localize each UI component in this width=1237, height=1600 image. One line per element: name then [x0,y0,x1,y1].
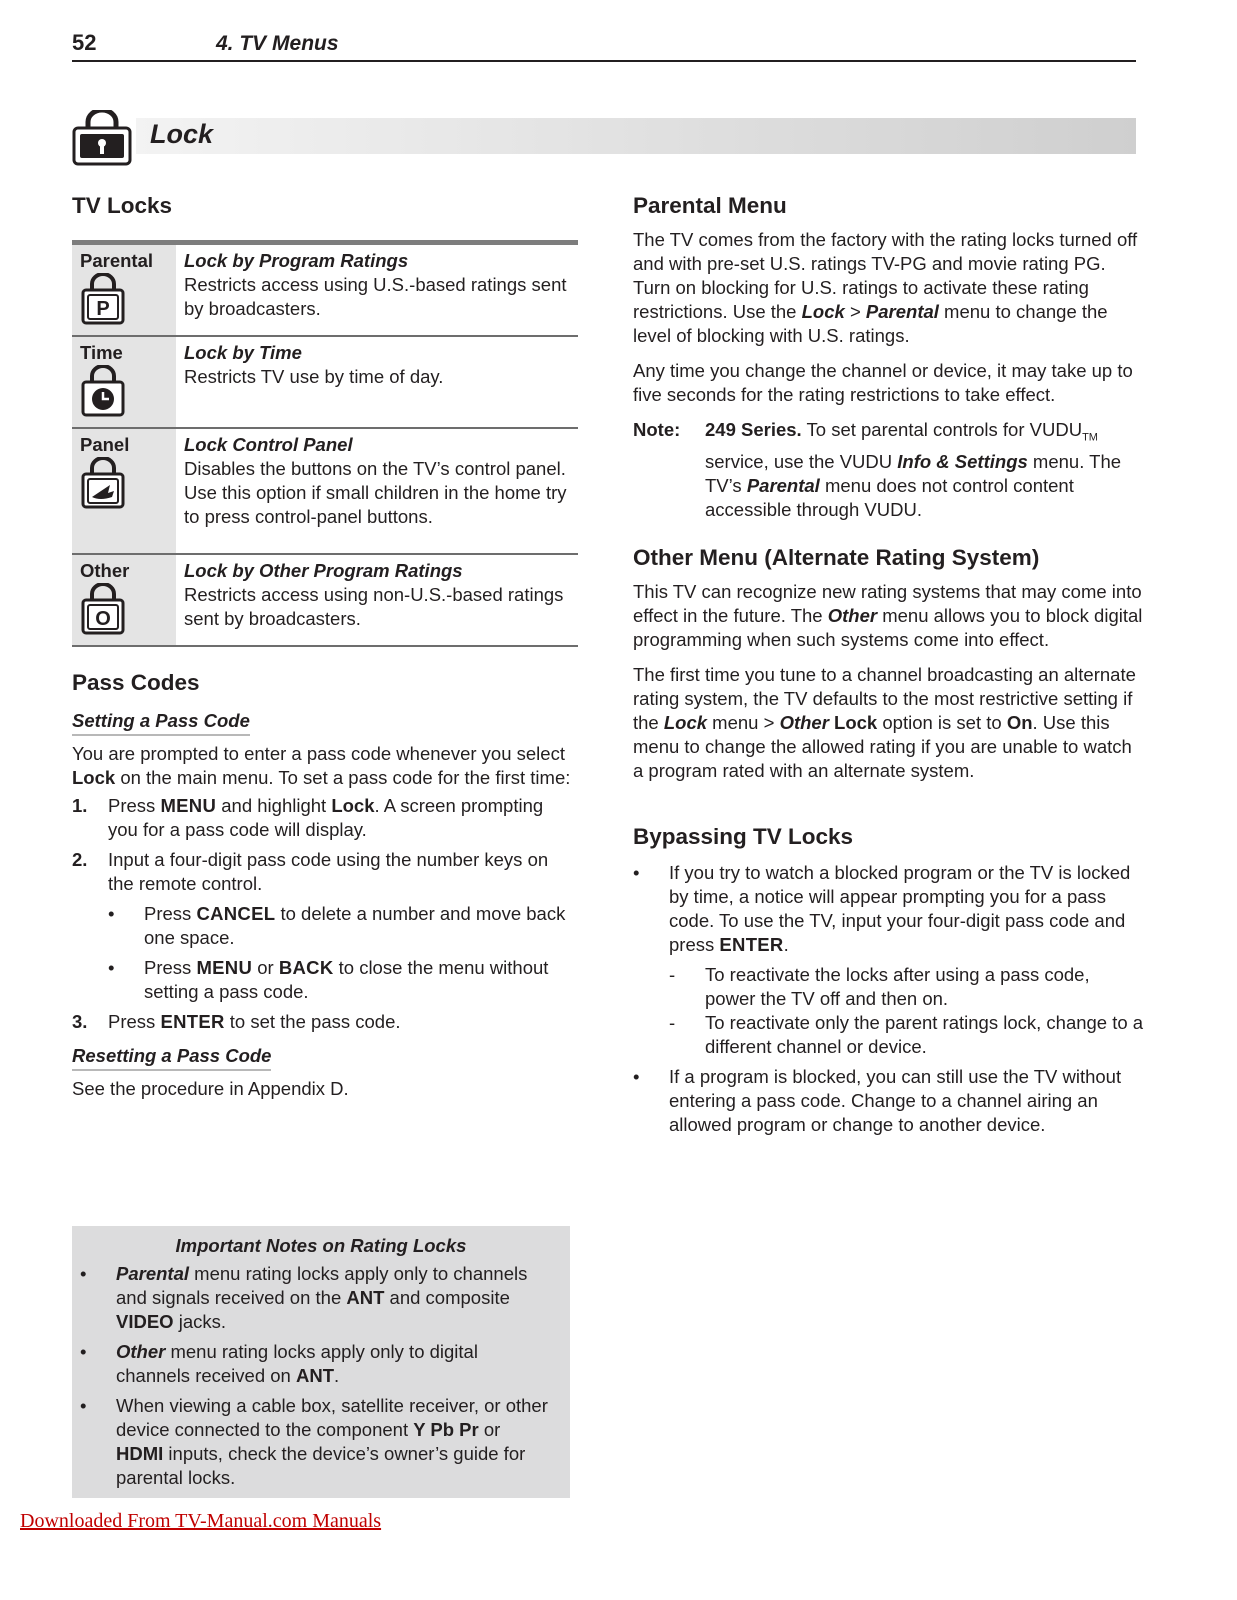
pass-code-intro [72,742,578,790]
text-run-bold: Lock [801,301,845,322]
bullet: • [633,1065,640,1087]
text-run: You are prompted to enter a pass code whenever you select [72,743,565,764]
note-label: Note: [633,419,681,440]
key-name: ENTER [719,933,784,955]
text-run: and composite [384,1287,510,1308]
text-run-bold: 249 Series. [705,419,802,440]
dash: - [669,963,676,985]
text-run: When viewing a cable box, satellite receiver, or other device connected to the component [116,1395,548,1440]
table-row [72,245,578,337]
text-run-bold: Lock [72,767,116,788]
list-item [72,956,578,1004]
category-label: Time [80,342,123,363]
table-category-cell [72,245,176,335]
list-item [72,902,578,950]
parental-menu-paragraph [633,228,1145,348]
list-item [72,1010,578,1034]
section-title: Lock [150,119,214,149]
steps-list [72,794,578,1034]
table-description-cell [176,337,578,427]
svg-text:O: O [95,608,111,630]
text-run: > [844,301,866,322]
lock-title: Lock Control Panel [184,434,353,455]
bullet-text [144,956,578,1004]
text-run: Press [144,903,197,924]
resetting-text: See the procedure in Appendix D. [72,1078,349,1099]
table-category-cell [72,337,176,427]
key-name: MENU [196,957,253,978]
category-label: Parental [80,250,154,271]
table-description-cell [176,429,578,553]
table-category-cell [72,429,176,553]
step-number: 1. [72,795,88,816]
list-item [633,1065,1145,1137]
bypassing-heading: Bypassing TV Locks [633,823,854,849]
text-run: menu rating locks apply only to channels and signals received on the [116,1263,528,1308]
step-number: 2. [72,849,88,870]
text-run: service, use the VUDU [705,450,898,472]
text-run: on the main menu. To set a pass code for the first time: [115,767,571,788]
bullet: • [108,903,115,924]
list-item [72,794,578,842]
other-menu-paragraph [633,580,1145,652]
list-item [633,1011,1145,1059]
text-run: or [478,1419,501,1440]
bullet-text [116,1340,552,1388]
text-run-bold: VIDEO [116,1311,174,1332]
text-run: This TV can recognize new rating systems that may come into effect in the future. The [633,580,1142,626]
text-run: menu > [707,711,780,733]
note-text [705,418,1145,522]
lock-icon [72,110,134,166]
bullet-text [116,1262,552,1334]
tv-locks-heading: TV Locks [72,193,173,218]
dash-text: To reactivate the locks after using a pass code, power the TV off and then on. [705,963,1090,1009]
list-item [72,1258,570,1334]
text-run: . Use this menu to change the allowed rating if you are unable to watch a program rated with an alternate system. [633,711,1132,781]
text-run: . [334,1365,340,1386]
text-run: menu allows you to block digital programming when such systems come into effect. [633,604,1143,650]
text-run: Press [108,1011,161,1032]
text-run: and highlight [216,795,332,816]
text-run: The first time you tune to a channel broadcasting an alternate rating system, the TV defaults to the most restrictive setting if the [633,663,1136,733]
text-run: jacks. [173,1311,227,1332]
text-run-bold: Other [827,604,878,626]
list-item [72,1394,570,1490]
bullet-text [116,1394,552,1490]
svg-text:P: P [96,298,110,320]
text-run: menu does not control content accessible through VUDU. [705,474,1074,520]
category-label: Other [80,560,130,581]
lock-description: Restricts access using non-U.S.-based ratings sent by broadcasters. [184,584,564,629]
bullet-text [669,861,1145,957]
dash-text: To reactivate only the parent ratings lock, change to a different channel or device. [705,1011,1144,1057]
text-run-bold: Lock [331,795,375,816]
text-run-bold: Info & Settings [897,450,1028,472]
text-run: to delete a number and move back one space. [144,903,566,948]
lock-description: Disables the buttons on the TV’s control panel. Use this option if small children in the home try to press control-panel buttons. [184,458,567,527]
trademark-mark: TM [1082,431,1098,444]
text-run: To set parental controls for VUDU [801,419,1083,440]
notes-title: Important Notes on Rating Locks [175,1235,467,1256]
text-run: . [783,933,789,955]
list-item [633,963,1145,1011]
list-item [72,1340,570,1388]
table-description-cell [176,555,578,645]
text-run-bold: ANT [346,1287,385,1308]
bullet: • [80,1341,87,1362]
table-row [72,337,578,429]
lock-title: Lock by Other Program Ratings [184,560,463,581]
lock-parental-icon [80,273,126,325]
lock-title: Lock by Program Ratings [184,250,409,271]
text-run-bold: Lock [663,711,708,733]
category-label: Panel [80,434,130,455]
text-run: menu. The TV’s [705,450,1122,496]
list-item [633,861,1145,957]
bullet-text [144,902,578,950]
important-notes-box [72,1226,570,1498]
text-run: If you try to watch a blocked program or the TV is locked by time, a notice will appear prompting you for a pass code. To use the TV, input your four-digit pass code and press [669,861,1131,955]
vudu-note [633,418,1145,522]
text-run: Press [144,957,197,978]
setting-pass-code-subheading: Setting a Pass Code [72,710,250,736]
other-menu-heading: Other Menu (Alternate Rating System) [633,544,1040,570]
text-run: or [252,957,279,978]
text-run: option is set to [877,711,1007,733]
right-column [633,192,1145,1143]
text-run-bold: Y Pb Pr [413,1419,479,1440]
section-banner [136,118,1136,154]
pass-codes-heading: Pass Codes [72,670,200,695]
dash: - [669,1011,676,1033]
parental-menu-heading: Parental Menu [633,193,787,218]
resetting-pass-code-subheading: Resetting a Pass Code [72,1045,271,1071]
text-run-bold: Parental [746,474,820,496]
page-number: 52 [72,30,97,55]
chapter-title: 4. TV Menus [216,32,339,55]
lock-other-icon [80,583,126,635]
other-menu-paragraph [633,663,1145,783]
step-text: Input a four-digit pass code using the number keys on the remote control. [108,849,549,894]
table-row [72,555,578,647]
page-header [72,30,1136,62]
tv-locks-table [72,240,578,647]
text-run: to close the menu without setting a pass code. [144,957,549,1002]
text-run: menu rating locks apply only to digital channels received on [116,1341,478,1386]
left-column [72,192,578,1101]
text-run-bold: Parental [116,1263,190,1284]
lock-description: Restricts access using U.S.-based ratings sent by broadcasters. [184,274,567,319]
key-name: BACK [278,957,334,978]
step-text [108,794,578,842]
lock-title: Lock by Time [184,342,302,363]
table-description-cell [176,245,578,335]
lock-time-icon [80,365,126,417]
list-item [72,848,578,896]
step-number: 3. [72,1011,88,1032]
lock-description: Restricts TV use by time of day. [184,366,444,387]
bullet: • [108,957,115,978]
table-category-cell [72,555,176,645]
text-run-bold: Parental [865,301,939,322]
key-name: CANCEL [196,903,276,924]
key-name: MENU [160,795,217,816]
text-run: . A screen prompting you for a pass code will display. [108,795,544,840]
text-run: Press [108,795,161,816]
text-run: menu to change the level of blocking with U.S. ratings. [633,301,1108,346]
bullet: • [80,1263,87,1284]
text-run: The TV comes from the factory with the rating locks turned off and with pre-set U.S. ratings TV-PG and movie rating PG. Turn on blocking for U.S. ratings to activate these rating restrictions. Use the [633,229,1138,322]
text-run-bold: Lock [834,711,878,733]
table-row [72,429,578,555]
text-run: inputs, check the device’s owner’s guide for parental locks. [116,1443,526,1488]
text-run-bold: Other [116,1341,166,1362]
bullet: • [633,861,640,883]
lock-panel-icon [80,457,126,509]
text-run-bold: HDMI [116,1443,164,1464]
text-run-bold: On [1006,711,1033,733]
parental-menu-paragraph: Any time you change the channel or device, it may take up to five seconds for the rating restrictions to take effect. [633,360,1133,405]
key-name: ENTER [160,1011,225,1032]
text-run-bold: ANT [295,1365,335,1386]
download-source-link[interactable]: Downloaded From TV-Manual.com Manuals [20,1510,382,1532]
text-run-bold: Other [779,711,829,733]
step-text [108,1010,401,1034]
bullet: • [80,1395,87,1416]
text-run: to set the pass code. [224,1011,401,1032]
bullet-text: If a program is blocked, you can still use the TV without entering a pass code. Change to a channel airing an allowed program or change to another device. [669,1065,1122,1135]
